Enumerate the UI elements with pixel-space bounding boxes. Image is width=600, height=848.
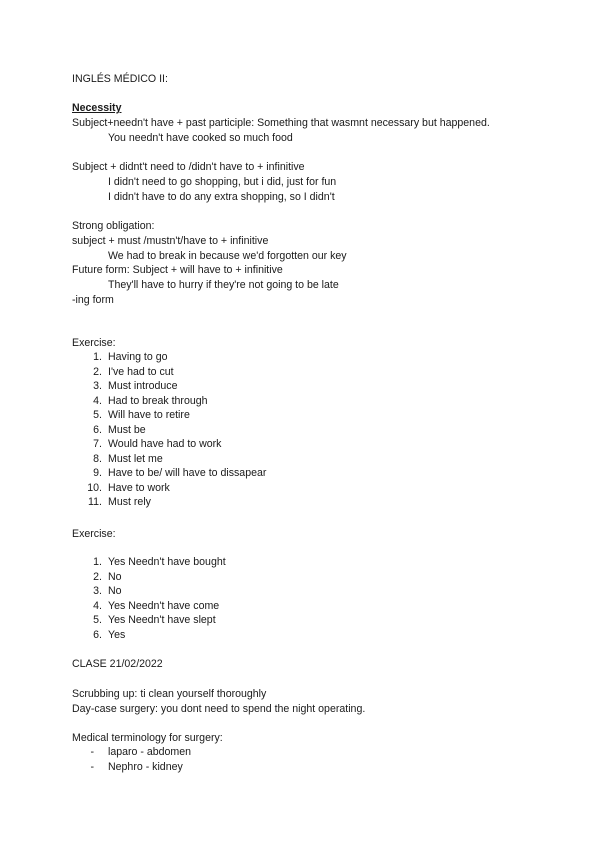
list-text: Yes Needn't have come — [108, 599, 220, 612]
list-number: 4. — [93, 394, 102, 407]
list-bullet: - — [90, 760, 94, 773]
list-number: 5. — [93, 409, 102, 421]
list-text: Have to be/ will have to dissapear — [108, 467, 267, 479]
list-number: 6. — [93, 423, 102, 436]
list-text: Nephro - kidney — [108, 760, 183, 773]
list-text: No — [108, 585, 122, 597]
list-number: 5. — [93, 614, 102, 626]
list-text: Having to go — [108, 351, 168, 363]
necessity-rule-1: Subject+needn't have + past participle: Something that wasmnt necessary but happened. — [72, 117, 490, 129]
list-text: Yes — [108, 628, 126, 641]
necessity-heading: Necessity — [72, 102, 122, 114]
terminology-label: Medical terminology for surgery: — [72, 732, 223, 744]
exercise-1-label: Exercise: — [72, 337, 116, 349]
future-form-example: They'll have to hurry if they're not going to be late — [108, 279, 339, 291]
list-number: 6. — [93, 628, 102, 641]
list-number: 11. — [88, 496, 102, 508]
scrubbing-up-definition: Scrubbing up: ti clean yourself thoroughly — [72, 688, 267, 700]
list-number: 3. — [93, 585, 102, 597]
list-text: Had to break through — [108, 394, 208, 407]
strong-obligation-rule: subject + must /mustn't/have to + infinitive — [72, 235, 269, 247]
list-text: laparo - abdomen — [108, 746, 192, 758]
strong-obligation-label: Strong obligation: — [72, 220, 155, 232]
list-number: 8. — [93, 452, 102, 465]
ing-form-label: -ing form — [72, 294, 114, 306]
day-case-surgery-definition: Day-case surgery: you dont need to spend the night operating. — [72, 703, 366, 715]
clase-date: CLASE 21/02/2022 — [72, 658, 163, 670]
list-number: 2. — [93, 365, 102, 378]
list-number: 4. — [93, 599, 102, 612]
strong-obligation-example: We had to break in because we'd forgotten our key — [108, 250, 347, 262]
list-text: Yes Needn't have bought — [108, 556, 226, 568]
list-text: Must rely — [108, 496, 151, 508]
list-text: No — [108, 570, 122, 583]
list-text: Will have to retire — [108, 409, 190, 421]
list-text: Must let me — [108, 452, 163, 465]
list-text: Have to work — [108, 481, 170, 494]
list-number: 9. — [93, 467, 102, 479]
list-number: 3. — [93, 380, 102, 392]
list-text: Must be — [108, 423, 146, 436]
list-number: 1. — [93, 351, 102, 363]
necessity-rule-2: Subject + didnt't need to /didn't have to + infinitive — [72, 161, 305, 173]
list-text: Yes Needn't have slept — [108, 614, 216, 626]
document-title: INGLÉS MÉDICO II: — [72, 73, 168, 85]
necessity-example-2b: I didn't have to do any extra shopping, so I didn't — [108, 191, 335, 203]
future-form-rule: Future form: Subject + will have to + infinitive — [72, 264, 283, 276]
necessity-example-1: You needn't have cooked so much food — [108, 132, 293, 144]
list-bullet: - — [90, 746, 94, 758]
list-number: 10. — [87, 481, 102, 494]
list-number: 2. — [93, 570, 102, 583]
necessity-example-2a: I didn't need to go shopping, but i did, just for fun — [108, 176, 337, 188]
list-text: Must introduce — [108, 380, 178, 392]
list-text: I've had to cut — [108, 365, 174, 378]
list-number: 1. — [93, 556, 102, 568]
exercise-2-label: Exercise: — [72, 528, 116, 540]
list-number: 7. — [93, 438, 102, 450]
list-text: Would have had to work — [108, 438, 222, 450]
